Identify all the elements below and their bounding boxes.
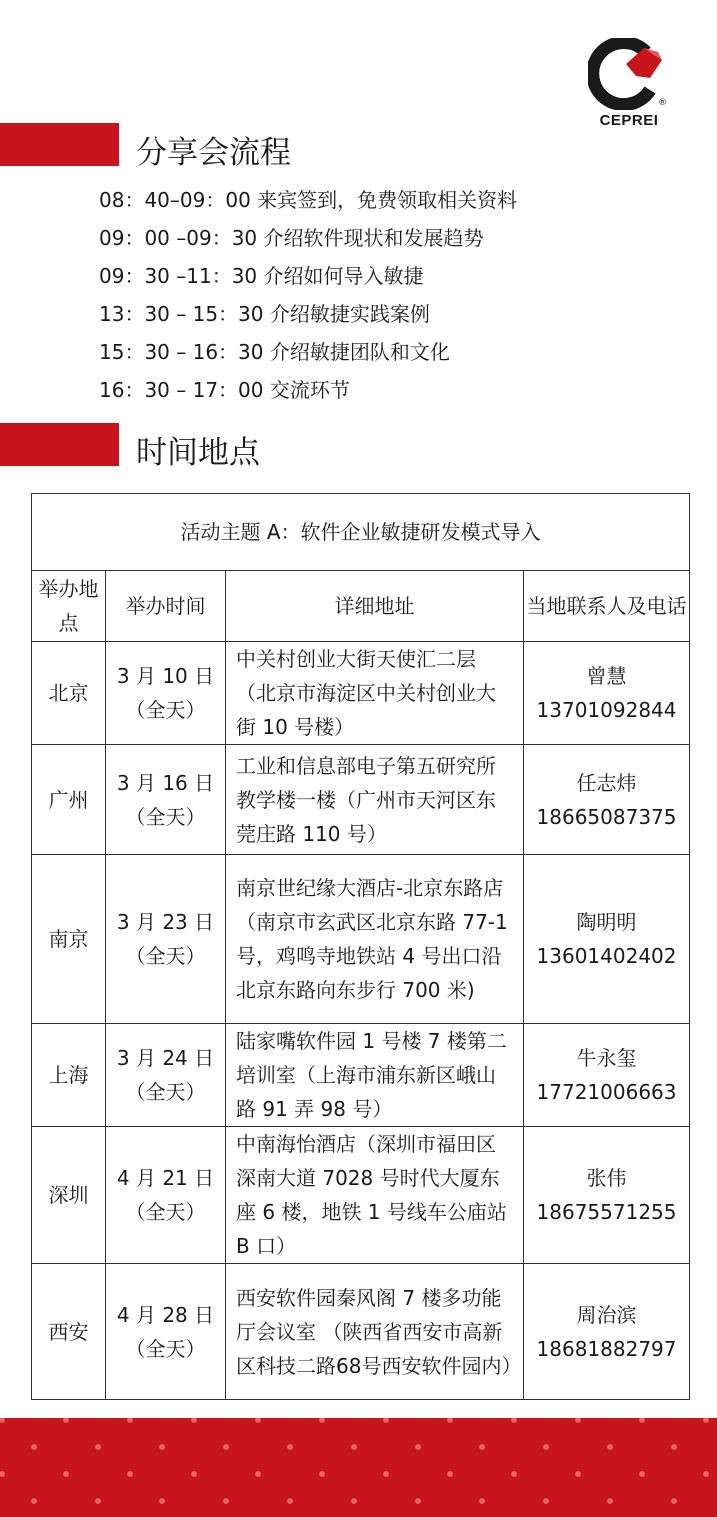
- row-date-text: 4 月 28 日: [116, 1302, 215, 1327]
- row-date-text: 3 月 16 日: [116, 770, 215, 795]
- table-header-row: [32, 571, 690, 642]
- contact-name: 牛永玺: [576, 1046, 637, 1070]
- contact-name: 张伟: [586, 1166, 627, 1190]
- contact-name: 曾慧: [586, 664, 627, 688]
- row-day-text: （全天）: [125, 1336, 206, 1361]
- row-contact: [524, 855, 690, 1024]
- row-address: 中关村创业大街天使汇二层（北京市海淀区中关村创业大街 10 号楼）: [226, 642, 524, 745]
- row-date: [106, 1264, 226, 1400]
- schedule-table: [31, 493, 690, 1400]
- row-day-text: （全天）: [125, 1200, 206, 1224]
- header-date: 举办时间: [106, 571, 226, 642]
- table-row: [32, 855, 690, 1024]
- contact-name: 周治滨: [576, 1302, 637, 1327]
- row-contact: [524, 745, 690, 855]
- contact-phone: 13601402402: [536, 944, 677, 968]
- agenda-list: [99, 185, 517, 413]
- row-date: [106, 855, 226, 1024]
- logo-text: CEPREI: [599, 112, 659, 129]
- row-city: 西安: [32, 1264, 106, 1400]
- row-city: 北京: [32, 642, 106, 745]
- row-day-text: （全天）: [125, 1080, 206, 1104]
- row-date: [106, 745, 226, 855]
- row-day-text: （全天）: [125, 804, 206, 829]
- agenda-item: 09：30 –11：30 介绍如何导入敏捷: [99, 264, 424, 288]
- header-address: 详细地址: [226, 571, 524, 642]
- contact-phone: 13701092844: [536, 698, 677, 722]
- section-bar-agenda: [0, 123, 119, 166]
- header-contact: 当地联系人及电话: [524, 571, 690, 642]
- row-contact: [524, 1264, 690, 1400]
- row-date-text: 3 月 10 日: [116, 664, 215, 688]
- section-bar-venue: [0, 423, 119, 466]
- agenda-item: 15：30 – 16：30 介绍敏捷团队和文化: [99, 340, 450, 364]
- row-day-text: （全天）: [125, 944, 206, 968]
- agenda-item: 08：40–09：00 来宾签到，免费领取相关资料: [99, 188, 518, 212]
- footer-dotted-banner: [0, 1418, 717, 1517]
- row-address: 工业和信息部电子第五研究所教学楼一楼（广州市天河区东莞庄路 110 号）: [226, 745, 524, 855]
- row-address: 西安软件园秦风阁 7 楼多功能厅会议室 （陕西省西安市高新区科技二路68号西安软件园内）: [226, 1264, 524, 1400]
- agenda-item: 16：30 – 17：00 交流环节: [99, 378, 350, 402]
- row-date: [106, 642, 226, 745]
- row-city: 深圳: [32, 1127, 106, 1264]
- row-address: 中南海怡酒店（深圳市福田区深南大道 7028 号时代大厦东座 6 楼，地铁 1 号线车公庙站 B 口）: [226, 1127, 524, 1264]
- row-contact: [524, 1024, 690, 1127]
- contact-phone: 18675571255: [536, 1200, 677, 1224]
- table-row: [32, 1127, 690, 1264]
- ceprei-logo: [588, 38, 680, 130]
- row-date-text: 3 月 24 日: [116, 1046, 215, 1070]
- section-title-agenda: 分享会流程: [136, 135, 291, 171]
- row-date-text: 4 月 21 日: [116, 1166, 215, 1190]
- row-date: [106, 1024, 226, 1127]
- row-contact: [524, 1127, 690, 1264]
- table-row: [32, 642, 690, 745]
- row-date: [106, 1127, 226, 1264]
- table-row: [32, 1264, 690, 1400]
- row-address: 陆家嘴软件园 1 号楼 7 楼第二培训室（上海市浦东新区峨山路 91 弄 98 号）: [226, 1024, 524, 1127]
- contact-name: 任志炜: [576, 770, 637, 795]
- table-row: [32, 1024, 690, 1127]
- registered-mark-icon: ®: [658, 98, 667, 108]
- row-contact: [524, 642, 690, 745]
- agenda-item: 13：30 – 15：30 介绍敏捷实践案例: [99, 302, 430, 326]
- agenda-item: 09：00 –09：30 介绍软件现状和发展趋势: [99, 226, 484, 250]
- section-title-venue: 时间地点: [136, 435, 260, 471]
- row-city: 南京: [32, 855, 106, 1024]
- contact-name: 陶明明: [576, 910, 637, 934]
- row-city: 上海: [32, 1024, 106, 1127]
- contact-phone: 18681882797: [536, 1336, 677, 1361]
- contact-phone: 18665087375: [536, 804, 677, 829]
- row-city: 广州: [32, 745, 106, 855]
- row-date-text: 3 月 23 日: [116, 910, 215, 934]
- header-city: 举办地点: [32, 571, 106, 642]
- row-address: 南京世纪缘大酒店-北京东路店（南京市玄武区北京东路 77-1 号，鸡鸣寺地铁站 4 号出口沿北京东路向东步行 700 米): [226, 855, 524, 1024]
- table-row: [32, 745, 690, 855]
- table-caption: 活动主题 A：软件企业敏捷研发模式导入: [32, 494, 690, 571]
- contact-phone: 17721006663: [536, 1080, 677, 1104]
- row-day-text: （全天）: [125, 698, 206, 722]
